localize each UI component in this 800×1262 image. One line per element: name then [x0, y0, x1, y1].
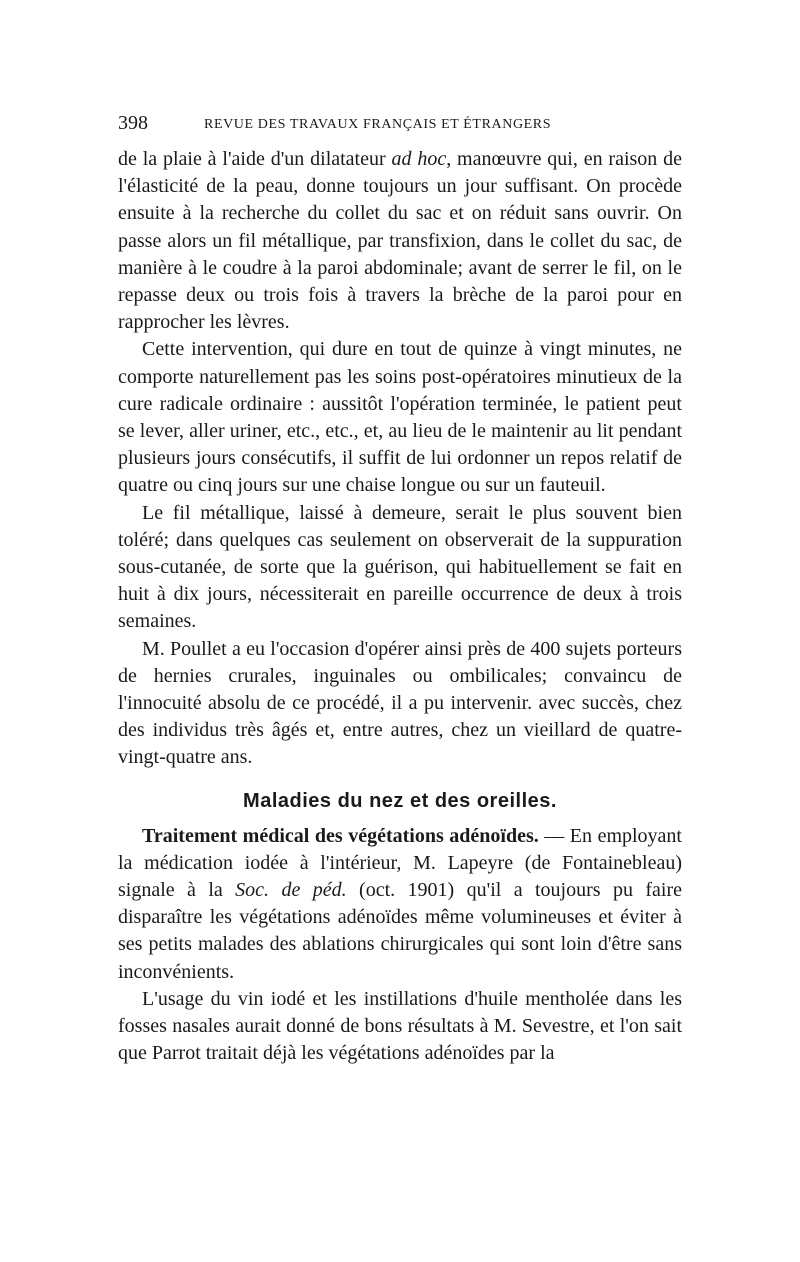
running-head [118, 112, 682, 146]
page [118, 112, 682, 1068]
running-title: REVUE DES TRAVAUX FRANÇAIS ET ÉTRANGERS [204, 117, 552, 132]
run-in-heading: Traitement médical des végétations adénoïdes. [142, 824, 539, 847]
italic-term: ad hoc [391, 148, 447, 170]
paragraph-metal-wire: Le fil métallique, laissé à demeure, serait le plus souvent bien toléré; dans quelques cas seulement on observerait de la suppuration sous-cutanée, de sorte que la guérison, qui habituellement se fait en huit à dix jours, nécessiterait en pareille occurrence de deux à trois semaines. [118, 501, 682, 633]
section-heading: Maladies du nez et des oreilles. [243, 789, 557, 812]
paragraph-text: (oct. 1901) qu'il a toujours pu faire disparaître les végétations adénoïdes même volumineuses et éviter à ses petits malades des ablations chirurgicales qui sont loin d'être sans inconvénients. [118, 879, 682, 983]
paragraph-poullet: M. Poullet a eu l'occasion d'opérer ainsi près de 400 sujets porteurs de hernies crurales, inguinales ou ombilicales; convaincu de l'innocuité absolu de ce procédé, il a pu intervenir. avec succès, chez des individus très âgés et, entre autres, chez un vieillard de quatre-vingt-quatre ans. [118, 637, 682, 769]
paragraph-text: de la plaie à l'aide d'un dilatateur [118, 148, 392, 170]
page-number: 398 [118, 112, 148, 134]
paragraph-iodine-wine: L'usage du vin iodé et les instillations d'huile mentholée dans les fosses nasales aurait donné de bons résultats à M. Sevestre, et l'on sait que Parrot traitait déjà les végétations adénoïdes par la [118, 987, 682, 1065]
paragraph-continuation [118, 146, 682, 336]
paragraph-text: — En employant la médication iodée à l'intérieur, M. Lapeyre (de Fontainebleau) signale à la [118, 824, 682, 902]
paragraph-intervention: Cette intervention, qui dure en tout de quinze à vingt minutes, ne comporte naturellement pas les soins post-opératoires minutieux de la cure radicale ordinaire : aussitôt l'opération terminée, le patient peut se lever, aller uriner, etc., etc., et, au lieu de le maintenir au lit pendant plusieurs jours consécutifs, il suffit de lui ordonner un repos relatif de quatre ou cinq jours sur une chaise longue ou sur un fauteuil. [118, 338, 682, 497]
italic-reference: Soc. de péd. [235, 879, 347, 902]
paragraph-text: , manœuvre qui, en raison de l'élasticité de la peau, donne toujours un jour suffisant. On procède ensuite à la recherche du collet du sac et on réduit sans ouvrir. On passe alors un fil métallique, par transfixion, dans le collet du sac, de manière à le coudre à la paroi abdominale; avant de serrer le fil, on le repasse deux ou trois fois à travers la brèche de la paroi pour en rapprocher les lèvres. [118, 148, 682, 334]
paragraph-treatment [118, 823, 682, 986]
